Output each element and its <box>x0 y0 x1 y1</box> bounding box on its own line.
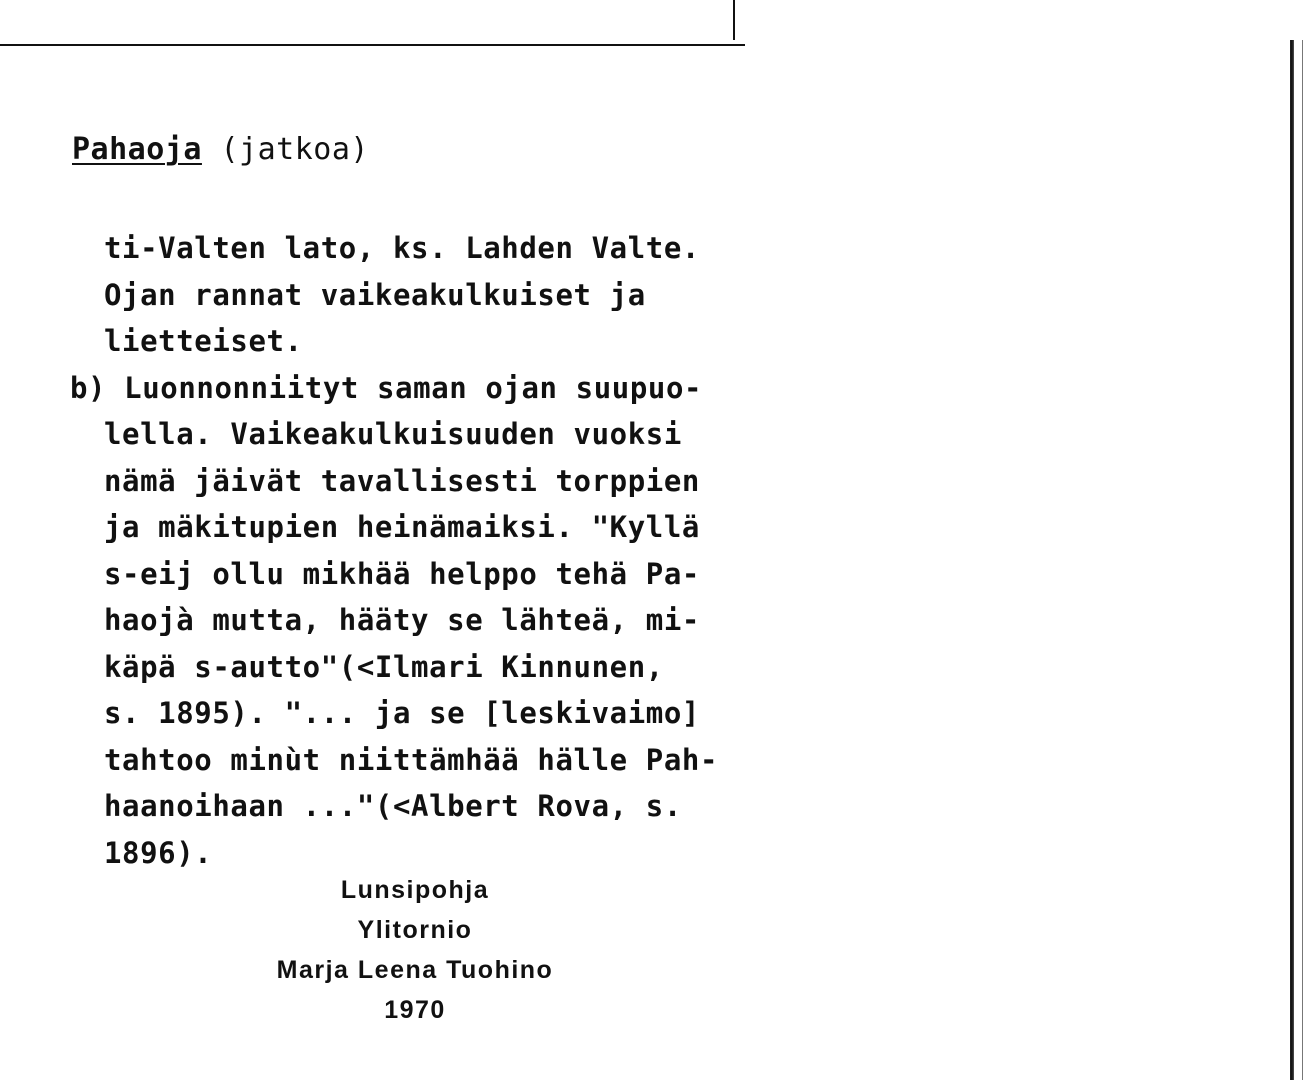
scan-rule-top <box>0 44 745 46</box>
text-line: haanoihaan ..."(<Albert Rova, s. <box>104 789 682 823</box>
heading-title: Pahaoja <box>72 132 202 167</box>
signature-region: Lunsipohja <box>340 876 490 904</box>
text-line: Ojan rannat vaikeakulkuiset ja <box>104 277 646 312</box>
text-line: haojà mutta, hääty se lähteä, mi- <box>104 603 700 637</box>
text-line: lietteiset. <box>104 324 303 358</box>
text-line: ti-Valten lato, ks. Lahden Valte. <box>104 231 700 265</box>
text-line: s-eij ollu mikhää helppo tehä Pa- <box>104 556 700 591</box>
scan-rule-vertical <box>733 0 735 40</box>
text-line: b) Luonnonniityt saman ojan suupuo- <box>70 370 703 405</box>
scan-edge-right-thin <box>1302 40 1303 1080</box>
text-line: ja mäkitupien heinämaiksi. "Kyllä <box>104 510 700 544</box>
page-heading <box>72 132 369 167</box>
text-line: 1896). <box>104 835 213 870</box>
signature-year: 1970 <box>384 996 446 1024</box>
scan-edge-right <box>1290 40 1294 1080</box>
text-line: nämä jäivät tavallisesti torppien <box>104 463 700 498</box>
signature-parish: Ylitornio <box>357 916 473 944</box>
signature-author: Marja Leena Tuohino <box>276 956 554 984</box>
text-line: s. 1895). "... ja se [leskivaimo] <box>104 696 700 730</box>
text-line: tahtoo minùt niittämhää hälle Pah- <box>104 742 719 777</box>
signature-block <box>200 870 630 1030</box>
text-line: käpä s-autto"(<Ilmari Kinnunen, <box>104 649 664 684</box>
body-text <box>70 228 718 879</box>
text-line: lella. Vaikeakulkuisuuden vuoksi <box>104 417 682 451</box>
heading-subtitle: (jatkoa) <box>201 132 369 167</box>
